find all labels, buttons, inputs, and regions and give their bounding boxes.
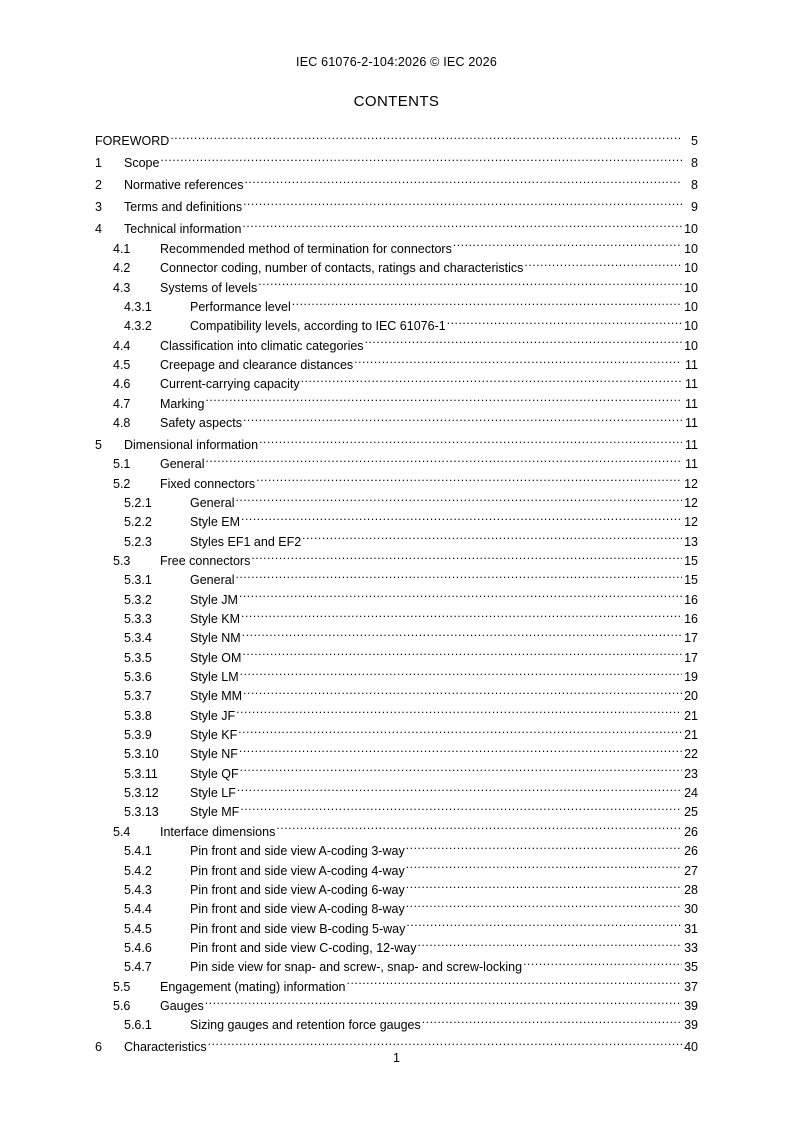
toc-entry-number: 5.3.13 xyxy=(124,805,159,820)
toc-entry-title: Pin front and side view A-coding 4-way xyxy=(190,863,405,878)
toc-entry-page: 40 xyxy=(684,1040,698,1055)
toc-dot-leader xyxy=(422,1010,682,1029)
toc-dot-leader xyxy=(242,623,682,642)
toc-entry[interactable] xyxy=(95,855,698,878)
toc-entry-page: 15 xyxy=(684,573,698,588)
toc-entry-title: Gauges xyxy=(160,998,204,1013)
toc-entry[interactable] xyxy=(95,681,698,704)
toc-entry[interactable] xyxy=(95,894,698,917)
toc-entry-number: 5.4.5 xyxy=(124,921,152,936)
toc-entry-title: Style LM xyxy=(190,670,239,685)
toc-entry[interactable] xyxy=(95,292,698,314)
toc-entry-page: 11 xyxy=(685,396,698,411)
toc-entry-number: 5.3.1 xyxy=(124,573,152,588)
toc-dot-leader xyxy=(242,214,682,233)
toc-dot-leader xyxy=(245,170,683,189)
toc-entry-title: Safety aspects xyxy=(160,415,242,430)
toc-entry[interactable] xyxy=(95,584,698,607)
toc-dot-leader xyxy=(251,546,682,565)
toc-entry-page: 22 xyxy=(684,747,698,762)
toc-entry-title: Style OM xyxy=(190,650,242,665)
toc-entry-title: Creepage and clearance distances xyxy=(160,357,354,372)
toc-entry-number: 5.5 xyxy=(113,979,131,994)
toc-entry-title: Style MM xyxy=(190,689,243,704)
toc-entry[interactable] xyxy=(95,758,698,781)
toc-entry-title: Style NM xyxy=(190,631,241,646)
toc-entry[interactable] xyxy=(95,875,698,897)
toc-entry-page: 28 xyxy=(684,882,698,897)
toc-entry-number: 4.2 xyxy=(113,261,131,276)
toc-dot-leader xyxy=(243,681,682,700)
toc-entry-title: Pin front and side view A-coding 3-way xyxy=(190,844,405,859)
toc-entry-page: 10 xyxy=(684,299,698,314)
toc-entry[interactable] xyxy=(95,388,698,411)
toc-entry[interactable] xyxy=(95,816,698,839)
toc-entry-title: Recommended method of termination for connectors xyxy=(160,241,452,256)
toc-entry-title: Style QF xyxy=(190,766,239,781)
toc-entry[interactable] xyxy=(95,952,698,975)
toc-entry[interactable] xyxy=(95,778,698,801)
toc-entry-title: Technical information xyxy=(124,222,242,237)
toc-dot-leader xyxy=(208,1032,682,1051)
toc-entry[interactable] xyxy=(95,623,698,646)
toc-entry-title: Interface dimensions xyxy=(160,824,276,839)
toc-entry-page: 8 xyxy=(691,178,698,193)
toc-dot-leader xyxy=(237,778,682,797)
toc-dot-leader xyxy=(243,408,682,427)
toc-entry-page: 26 xyxy=(684,824,698,839)
toc-entry-page: 10 xyxy=(684,261,698,276)
toc-entry-title: Style KM xyxy=(190,612,241,627)
toc-entry-page: 39 xyxy=(684,1018,698,1033)
toc-entry-number: 5.4.3 xyxy=(124,882,152,897)
toc-entry-page: 19 xyxy=(684,670,698,685)
toc-entry-title: Scope xyxy=(124,156,160,171)
toc-entry-number: 4.3.1 xyxy=(124,299,152,314)
toc-entry-page: 11 xyxy=(685,457,698,472)
toc-dot-leader xyxy=(170,126,682,145)
toc-entry[interactable] xyxy=(95,836,698,859)
toc-entry-page: 21 xyxy=(684,728,698,743)
toc-dot-leader xyxy=(243,192,682,211)
toc-entry-title: Pin front and side view B-coding 5-way xyxy=(190,921,406,936)
toc-entry[interactable] xyxy=(95,253,698,276)
toc-entry-page: 17 xyxy=(684,650,698,665)
toc-dot-leader xyxy=(406,875,682,894)
toc-entry[interactable] xyxy=(95,546,698,568)
toc-entry[interactable] xyxy=(95,720,698,743)
toc-entry-number: 5.3.11 xyxy=(124,766,158,781)
toc-entry-number: 1 xyxy=(95,156,102,171)
toc-entry-number: 4.1 xyxy=(113,241,131,256)
toc-entry-number: 5.2.1 xyxy=(124,495,152,510)
toc-entry[interactable] xyxy=(95,468,698,491)
toc-entry[interactable] xyxy=(95,430,698,452)
toc-entry[interactable] xyxy=(95,350,698,372)
toc-entry[interactable] xyxy=(95,913,698,936)
toc-entry-number: 4.3 xyxy=(113,280,131,295)
toc-entry[interactable] xyxy=(95,233,698,256)
toc-entry-page: 25 xyxy=(684,805,698,820)
toc-entry-page: 39 xyxy=(684,998,698,1013)
toc-entry-number: 5.3.12 xyxy=(124,786,159,801)
toc-entry-page: 33 xyxy=(684,940,698,955)
toc-entry-title: Style NF xyxy=(190,747,238,762)
toc-dot-leader xyxy=(406,855,682,874)
document-header: IEC 61076-2-104:2026 © IEC 2026 xyxy=(296,55,497,69)
toc-entry-page: 30 xyxy=(684,902,698,917)
toc-entry[interactable] xyxy=(95,971,698,994)
toc-entry-number: 5.3 xyxy=(113,554,131,568)
toc-entry-number: 5.3.9 xyxy=(124,728,152,743)
toc-entry-number: 5.3.4 xyxy=(124,631,152,646)
toc-dot-leader xyxy=(365,330,682,349)
toc-dot-leader xyxy=(205,449,682,468)
toc-entry-title: FOREWORD xyxy=(95,134,170,149)
toc-entry-page: 11 xyxy=(685,437,698,452)
toc-entry[interactable] xyxy=(95,526,698,549)
toc-entry-page: 24 xyxy=(684,786,698,801)
toc-entry-number: 5.4.7 xyxy=(124,960,152,975)
toc-entry-number: 4.6 xyxy=(113,377,131,392)
toc-entry-page: 11 xyxy=(685,357,698,372)
toc-entry-title: Style JM xyxy=(190,592,238,607)
toc-entry[interactable] xyxy=(95,214,698,237)
toc-dot-leader xyxy=(347,971,682,990)
toc-dot-leader xyxy=(259,430,682,449)
toc-entry[interactable] xyxy=(95,192,698,215)
toc-entry-number: 4 xyxy=(95,222,102,237)
toc-dot-leader xyxy=(205,388,682,407)
toc-entry-number: 5.4.1 xyxy=(124,844,152,859)
toc-entry[interactable] xyxy=(95,449,698,472)
toc-dot-leader xyxy=(235,565,682,584)
toc-entry-page: 11 xyxy=(685,415,698,430)
toc-entry-title: Styles EF1 and EF2 xyxy=(190,534,302,549)
toc-dot-leader xyxy=(235,488,682,507)
toc-entry-title: Style KF xyxy=(190,728,238,743)
toc-entry-title: General xyxy=(160,457,205,472)
toc-entry-page: 12 xyxy=(684,476,698,491)
toc-entry-number: 3 xyxy=(95,200,102,215)
toc-dot-leader xyxy=(239,584,682,603)
toc-entry[interactable] xyxy=(95,991,698,1013)
toc-dot-leader xyxy=(160,148,682,167)
table-of-contents xyxy=(95,126,698,1055)
toc-dot-leader xyxy=(301,369,682,388)
toc-entry[interactable] xyxy=(95,311,698,334)
toc-entry-number: 5.2.2 xyxy=(124,515,152,530)
toc-entry-title: Engagement (mating) information xyxy=(160,979,346,994)
toc-entry-page: 8 xyxy=(691,156,698,171)
toc-entry-number: 5.4 xyxy=(113,824,131,839)
toc-entry-number: 5.2.3 xyxy=(124,534,152,549)
toc-entry-title: Pin side view for snap- and screw-, snap- and screw-locking xyxy=(190,960,523,975)
toc-entry[interactable] xyxy=(95,126,698,149)
toc-entry-number: 4.5 xyxy=(113,357,131,372)
toc-entry[interactable] xyxy=(95,1010,698,1033)
toc-entry-title: Marking xyxy=(160,396,205,411)
toc-entry[interactable] xyxy=(95,739,698,762)
toc-entry-number: 5.6.1 xyxy=(124,1018,152,1033)
toc-entry-page: 9 xyxy=(691,200,698,215)
toc-dot-leader xyxy=(239,739,682,758)
toc-entry-title: General xyxy=(190,495,235,510)
toc-entry-number: 5.1 xyxy=(113,457,131,472)
toc-entry[interactable] xyxy=(95,662,698,685)
toc-entry-title: General xyxy=(190,573,235,588)
toc-dot-leader xyxy=(302,526,682,545)
toc-entry-number: 5.3.7 xyxy=(124,689,152,704)
toc-entry-title: Terms and definitions xyxy=(124,200,243,215)
toc-entry[interactable] xyxy=(95,642,698,665)
toc-entry-number: 4.3.2 xyxy=(124,319,152,334)
toc-entry-title: Classification into climatic categories xyxy=(160,338,364,353)
toc-entry-number: 6 xyxy=(95,1040,102,1055)
toc-entry[interactable] xyxy=(95,797,698,820)
toc-entry-title: Compatibility levels, according to IEC 61076-1 xyxy=(190,319,446,334)
toc-entry-title: Pin front and side view A-coding 8-way xyxy=(190,902,405,917)
toc-entry[interactable] xyxy=(95,408,698,430)
toc-entry-number: 5 xyxy=(95,437,102,452)
toc-dot-leader xyxy=(258,272,682,291)
toc-entry[interactable] xyxy=(95,933,698,955)
toc-entry-page: 35 xyxy=(684,960,698,975)
toc-dot-leader xyxy=(242,642,682,661)
toc-entry-title: Normative references xyxy=(124,178,244,193)
toc-entry[interactable] xyxy=(95,507,698,530)
page-title: CONTENTS xyxy=(353,93,440,110)
toc-dot-leader xyxy=(418,933,682,952)
toc-entry-page: 16 xyxy=(684,612,698,627)
toc-entry-page: 17 xyxy=(684,631,698,646)
toc-entry-title: Connector coding, number of contacts, ratings and characteristics xyxy=(160,261,524,276)
toc-entry-title: Style MF xyxy=(190,805,240,820)
toc-entry-number: 5.3.6 xyxy=(124,670,152,685)
toc-entry-title: Style LF xyxy=(190,786,236,801)
toc-entry-page: 13 xyxy=(684,534,698,549)
toc-dot-leader xyxy=(276,816,682,835)
toc-entry-page: 26 xyxy=(684,844,698,859)
toc-entry-page: 12 xyxy=(684,495,698,510)
toc-entry-title: Style JF xyxy=(190,708,236,723)
toc-entry[interactable] xyxy=(95,565,698,588)
toc-entry-number: 5.3.2 xyxy=(124,592,152,607)
toc-entry-page: 23 xyxy=(684,766,698,781)
toc-dot-leader xyxy=(354,350,682,369)
toc-entry-number: 5.4.6 xyxy=(124,940,152,955)
toc-dot-leader xyxy=(523,952,682,971)
toc-entry-page: 11 xyxy=(685,377,698,392)
toc-entry-number: 4.8 xyxy=(113,415,131,430)
toc-dot-leader xyxy=(241,507,682,526)
toc-entry[interactable] xyxy=(95,148,698,171)
toc-entry-page: 37 xyxy=(684,979,698,994)
toc-entry-number: 4.7 xyxy=(113,396,131,411)
toc-entry-title: Free connectors xyxy=(160,554,251,568)
toc-entry-number: 5.6 xyxy=(113,998,131,1013)
toc-entry-title: Pin front and side view A-coding 6-way xyxy=(190,882,405,897)
toc-dot-leader xyxy=(453,233,682,252)
toc-entry-page: 16 xyxy=(684,592,698,607)
toc-entry[interactable] xyxy=(95,369,698,392)
toc-entry-page: 10 xyxy=(684,319,698,334)
toc-entry-page: 31 xyxy=(684,921,698,936)
toc-entry-number: 4.4 xyxy=(113,338,131,353)
toc-entry-page: 12 xyxy=(684,515,698,530)
toc-entry[interactable] xyxy=(95,1032,698,1055)
toc-entry-page: 10 xyxy=(684,338,698,353)
toc-entry-page: 10 xyxy=(684,280,698,295)
toc-entry-number: 5.3.8 xyxy=(124,708,152,723)
toc-entry-number: 5.2 xyxy=(113,476,131,491)
toc-entry-title: Characteristics xyxy=(124,1040,207,1055)
toc-dot-leader xyxy=(406,913,682,932)
toc-entry-number: 5.4.4 xyxy=(124,902,152,917)
toc-entry-title: Performance level xyxy=(190,299,291,314)
toc-entry-title: Sizing gauges and retention force gauges xyxy=(190,1018,421,1033)
toc-entry-page: 10 xyxy=(684,241,698,256)
toc-entry-number: 5.4.2 xyxy=(124,863,152,878)
toc-dot-leader xyxy=(406,836,682,855)
toc-dot-leader xyxy=(241,604,682,623)
toc-entry[interactable] xyxy=(95,604,698,627)
toc-entry[interactable] xyxy=(95,330,698,353)
toc-entry-page: 10 xyxy=(684,222,698,237)
toc-entry-page: 5 xyxy=(691,134,698,149)
toc-dot-leader xyxy=(240,758,682,777)
toc-entry-number: 5.3.10 xyxy=(124,747,159,762)
toc-dot-leader xyxy=(205,991,682,1010)
toc-dot-leader xyxy=(524,253,682,272)
toc-entry-title: Pin front and side view C-coding, 12-way xyxy=(190,940,417,955)
toc-entry-number: 5.3.3 xyxy=(124,612,152,627)
toc-entry-title: Style EM xyxy=(190,515,241,530)
toc-dot-leader xyxy=(236,700,682,719)
toc-entry-title: Dimensional information xyxy=(124,437,259,452)
toc-entry[interactable] xyxy=(95,488,698,510)
toc-dot-leader xyxy=(238,720,682,739)
toc-dot-leader xyxy=(406,894,682,913)
toc-entry-page: 21 xyxy=(684,708,698,723)
toc-entry-page: 15 xyxy=(684,554,698,568)
toc-dot-leader xyxy=(240,797,682,816)
toc-entry-number: 2 xyxy=(95,178,102,193)
toc-entry-title: Current-carrying capacity xyxy=(160,377,300,392)
toc-entry-number: 5.3.5 xyxy=(124,650,152,665)
toc-dot-leader xyxy=(256,468,682,487)
toc-entry-title: Systems of levels xyxy=(160,280,258,295)
toc-dot-leader xyxy=(240,662,682,681)
toc-entry-title: Fixed connectors xyxy=(160,476,256,491)
toc-entry[interactable] xyxy=(95,170,698,193)
toc-entry-page: 27 xyxy=(684,863,698,878)
toc-entry[interactable] xyxy=(95,700,698,723)
toc-dot-leader xyxy=(447,311,682,330)
toc-entry[interactable] xyxy=(95,272,698,295)
toc-dot-leader xyxy=(292,292,682,311)
toc-entry-page: 20 xyxy=(684,689,698,704)
page-number: 1 xyxy=(393,1051,400,1065)
